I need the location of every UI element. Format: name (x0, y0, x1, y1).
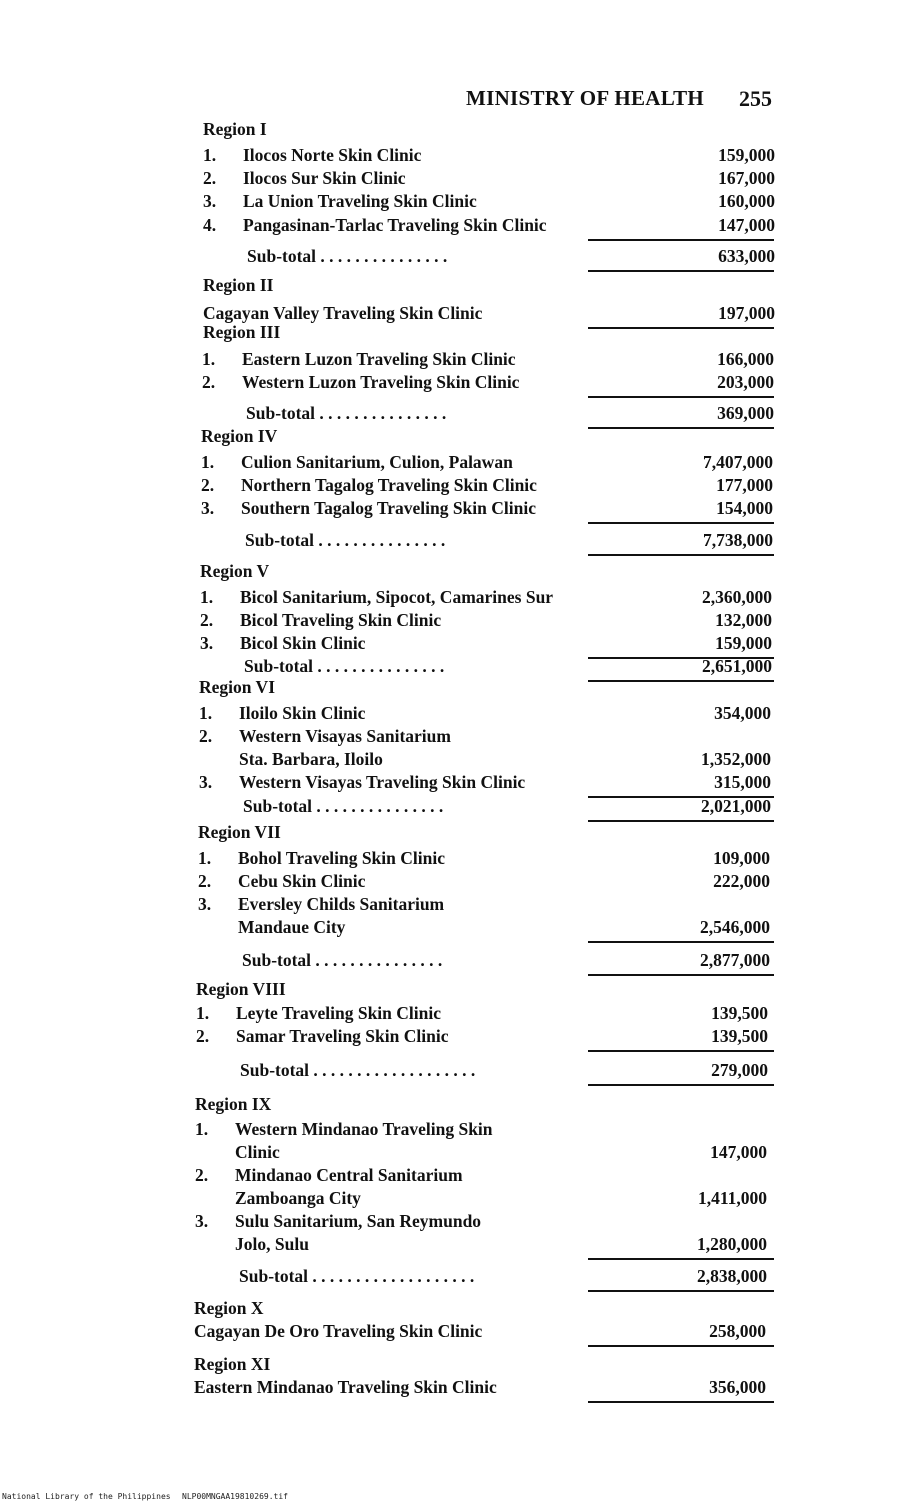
underline-rule (588, 1084, 774, 1086)
item-number: 3. (198, 894, 212, 914)
item-label: Bicol Skin Clinic (240, 633, 366, 653)
amount-value: 167,000 (718, 168, 775, 188)
amount-value: 203,000 (717, 372, 774, 392)
amount-value: 197,000 (718, 303, 775, 323)
item-number: 2. (203, 168, 217, 188)
table-row (203, 214, 783, 237)
region-heading (194, 1353, 774, 1376)
item-label: Ilocos Sur Skin Clinic (243, 168, 406, 188)
region-heading (201, 425, 781, 448)
item-label: Western Mindanao Traveling Skin (235, 1119, 493, 1139)
amount-value: 177,000 (716, 475, 773, 495)
amount-value: 1,411,000 (697, 1188, 767, 1208)
amount-value: 222,000 (713, 871, 770, 891)
item-label: Western Visayas Sanitarium (239, 726, 451, 746)
item-label: Sub-total . . . . . . . . . . . . . . . (247, 246, 448, 266)
region-label: Region IX (195, 1094, 272, 1114)
item-number: 3. (203, 191, 217, 211)
subtotal-value: 7,738,000 (703, 530, 773, 550)
subtotal-value: 2,877,000 (700, 950, 770, 970)
item-label: Bohol Traveling Skin Clinic (238, 848, 445, 868)
amount-value: 258,000 (709, 1321, 766, 1341)
table-row (198, 893, 778, 916)
region-label: Region X (194, 1298, 264, 1318)
underline-rule (588, 941, 774, 943)
item-label: Mandaue City (238, 917, 346, 937)
item-label: Bicol Traveling Skin Clinic (240, 610, 442, 630)
amount-value: 159,000 (715, 633, 772, 653)
amount-value: 160,000 (718, 191, 775, 211)
item-label: Ilocos Norte Skin Clinic (243, 145, 422, 165)
item-label: Iloilo Skin Clinic (239, 703, 366, 723)
footer-file-id: NLP00MNGAA19810269.tif (182, 1492, 288, 1501)
item-label: Sub-total . . . . . . . . . . . . . . . . . . . (240, 1060, 476, 1080)
table-row (200, 586, 780, 609)
item-number: 4. (203, 215, 217, 235)
region-heading (203, 321, 783, 344)
subtotal-row (203, 245, 783, 268)
item-label: Cebu Skin Clinic (238, 871, 366, 891)
amount-value: 109,000 (713, 848, 770, 868)
subtotal-row (201, 529, 781, 552)
item-label: Cagayan De Oro Traveling Skin Clinic (194, 1321, 483, 1341)
item-number: 2. (201, 475, 215, 495)
underline-rule (588, 1050, 774, 1052)
region-heading (198, 821, 778, 844)
table-row (202, 371, 782, 394)
item-label: Clinic (235, 1142, 280, 1162)
underline-rule (588, 1345, 774, 1347)
table-row (201, 451, 781, 474)
amount-value: 1,352,000 (701, 749, 771, 769)
item-label: Sub-total . . . . . . . . . . . . . . . . . . . (239, 1266, 475, 1286)
subtotal-row (198, 949, 778, 972)
underline-rule (588, 554, 774, 556)
item-label: Sub-total . . . . . . . . . . . . . . . (246, 403, 447, 423)
item-label: La Union Traveling Skin Clinic (243, 191, 477, 211)
underline-rule (588, 974, 774, 976)
item-number: 3. (200, 633, 214, 653)
amount-value: 154,000 (716, 498, 773, 518)
item-number: 2. (195, 1165, 209, 1185)
item-label: Northern Tagalog Traveling Skin Clinic (241, 475, 537, 495)
item-label: Eversley Childs Sanitarium (238, 894, 445, 914)
scan-footer (2, 1492, 882, 1506)
item-label: Zamboanga City (235, 1188, 361, 1208)
item-label: Pangasinan-Tarlac Traveling Skin Clinic (243, 215, 547, 235)
region-heading (203, 274, 783, 297)
item-number: 1. (200, 587, 214, 607)
item-number: 2. (196, 1026, 210, 1046)
amount-value: 147,000 (718, 215, 775, 235)
item-label: Sub-total . . . . . . . . . . . . . . . (244, 656, 445, 676)
subtotal-value: 279,000 (711, 1060, 768, 1080)
table-row (201, 497, 781, 520)
region-label: Region XI (194, 1354, 271, 1374)
region-label: Region IV (201, 426, 278, 446)
item-number: 2. (199, 726, 213, 746)
region-heading (196, 978, 776, 1001)
table-row (203, 167, 783, 190)
item-label: Jolo, Sulu (235, 1234, 309, 1254)
table-row (194, 1376, 774, 1399)
amount-value: 147,000 (710, 1142, 767, 1162)
region-heading (203, 118, 783, 141)
item-number: 1. (196, 1003, 210, 1023)
table-row (203, 190, 783, 213)
table-row (203, 144, 783, 167)
item-number: 2. (202, 372, 216, 392)
subtotal-row (196, 1059, 776, 1082)
subtotal-value: 2,651,000 (702, 656, 772, 676)
subtotal-row (199, 795, 779, 818)
underline-rule (588, 270, 774, 272)
item-label: Samar Traveling Skin Clinic (236, 1026, 449, 1046)
amount-value: 2,360,000 (702, 587, 772, 607)
item-label: Sub-total . . . . . . . . . . . . . . . (243, 796, 444, 816)
region-heading (194, 1297, 774, 1320)
amount-value: 354,000 (714, 703, 771, 723)
subtotal-value: 369,000 (717, 403, 774, 423)
item-label: Eastern Mindanao Traveling Skin Clinic (194, 1377, 497, 1397)
item-number: 2. (198, 871, 212, 891)
table-row (198, 870, 778, 893)
amount-value: 139,500 (711, 1026, 768, 1046)
amount-value: 132,000 (715, 610, 772, 630)
table-row (195, 1141, 775, 1164)
item-number: 1. (199, 703, 213, 723)
table-row (195, 1164, 775, 1187)
item-label: Sub-total . . . . . . . . . . . . . . . (242, 950, 443, 970)
region-label: Region VIII (196, 979, 286, 999)
table-row (196, 1002, 776, 1025)
table-row (200, 632, 780, 655)
item-label: Bicol Sanitarium, Sipocot, Camarines Sur (240, 587, 554, 607)
item-number: 1. (202, 349, 216, 369)
item-number: 1. (195, 1119, 209, 1139)
region-label: Region III (203, 322, 281, 342)
region-label: Region V (200, 561, 270, 581)
region-heading (199, 676, 779, 699)
region-heading (195, 1093, 775, 1116)
table-row (202, 348, 782, 371)
table-row (198, 847, 778, 870)
underline-rule (588, 1290, 774, 1292)
amount-value: 2,546,000 (700, 917, 770, 937)
table-row (195, 1187, 775, 1210)
subtotal-value: 2,838,000 (697, 1266, 767, 1286)
table-row (195, 1118, 775, 1141)
item-number: 2. (200, 610, 214, 630)
footer-library: National Library of the Philippines (2, 1492, 171, 1501)
underline-rule (588, 522, 774, 524)
underline-rule (588, 239, 774, 241)
table-row (196, 1025, 776, 1048)
item-label: Leyte Traveling Skin Clinic (236, 1003, 441, 1023)
table-row (199, 771, 779, 794)
region-label: Region II (203, 275, 274, 295)
table-row (198, 916, 778, 939)
region-label: Region I (203, 119, 267, 139)
item-number: 1. (198, 848, 212, 868)
subtotal-value: 2,021,000 (701, 796, 771, 816)
subtotal-row (200, 655, 780, 678)
region-heading (200, 560, 780, 583)
underline-rule (588, 396, 774, 398)
amount-value: 159,000 (718, 145, 775, 165)
table-row (201, 474, 781, 497)
item-number: 3. (195, 1211, 209, 1231)
amount-value: 315,000 (714, 772, 771, 792)
table-row (199, 702, 779, 725)
item-label: Sulu Sanitarium, San Reymundo (235, 1211, 482, 1231)
item-label: Southern Tagalog Traveling Skin Clinic (241, 498, 536, 518)
item-number: 3. (199, 772, 213, 792)
item-label: Eastern Luzon Traveling Skin Clinic (242, 349, 516, 369)
item-label: Sta. Barbara, Iloilo (239, 749, 383, 769)
table-row (195, 1210, 775, 1233)
table-row (194, 1320, 774, 1343)
underline-rule (588, 1401, 774, 1403)
item-label: Culion Sanitarium, Culion, Palawan (241, 452, 513, 472)
amount-value: 1,280,000 (697, 1234, 767, 1254)
amount-value: 7,407,000 (703, 452, 773, 472)
table-row (199, 725, 779, 748)
table-row (199, 748, 779, 771)
table-row (200, 609, 780, 632)
item-number: 3. (201, 498, 215, 518)
underline-rule (588, 1258, 774, 1260)
subtotal-row (195, 1265, 775, 1288)
subtotal-row (202, 402, 782, 425)
table-row (195, 1233, 775, 1256)
item-label: Western Visayas Traveling Skin Clinic (239, 772, 526, 792)
item-number: 1. (201, 452, 215, 472)
subtotal-value: 633,000 (718, 246, 775, 266)
region-label: Region VI (199, 677, 276, 697)
amount-value: 166,000 (717, 349, 774, 369)
page-number: 255 (739, 86, 772, 111)
region-label: Region VII (198, 822, 281, 842)
item-label: Cagayan Valley Traveling Skin Clinic (203, 303, 483, 323)
amount-value: 139,500 (711, 1003, 768, 1023)
item-label: Sub-total . . . . . . . . . . . . . . . (245, 530, 446, 550)
amount-value: 356,000 (709, 1377, 766, 1397)
header-title: MINISTRY OF HEALTH (466, 86, 705, 110)
item-number: 1. (203, 145, 217, 165)
item-label: Western Luzon Traveling Skin Clinic (242, 372, 520, 392)
item-label: Mindanao Central Sanitarium (235, 1165, 463, 1185)
